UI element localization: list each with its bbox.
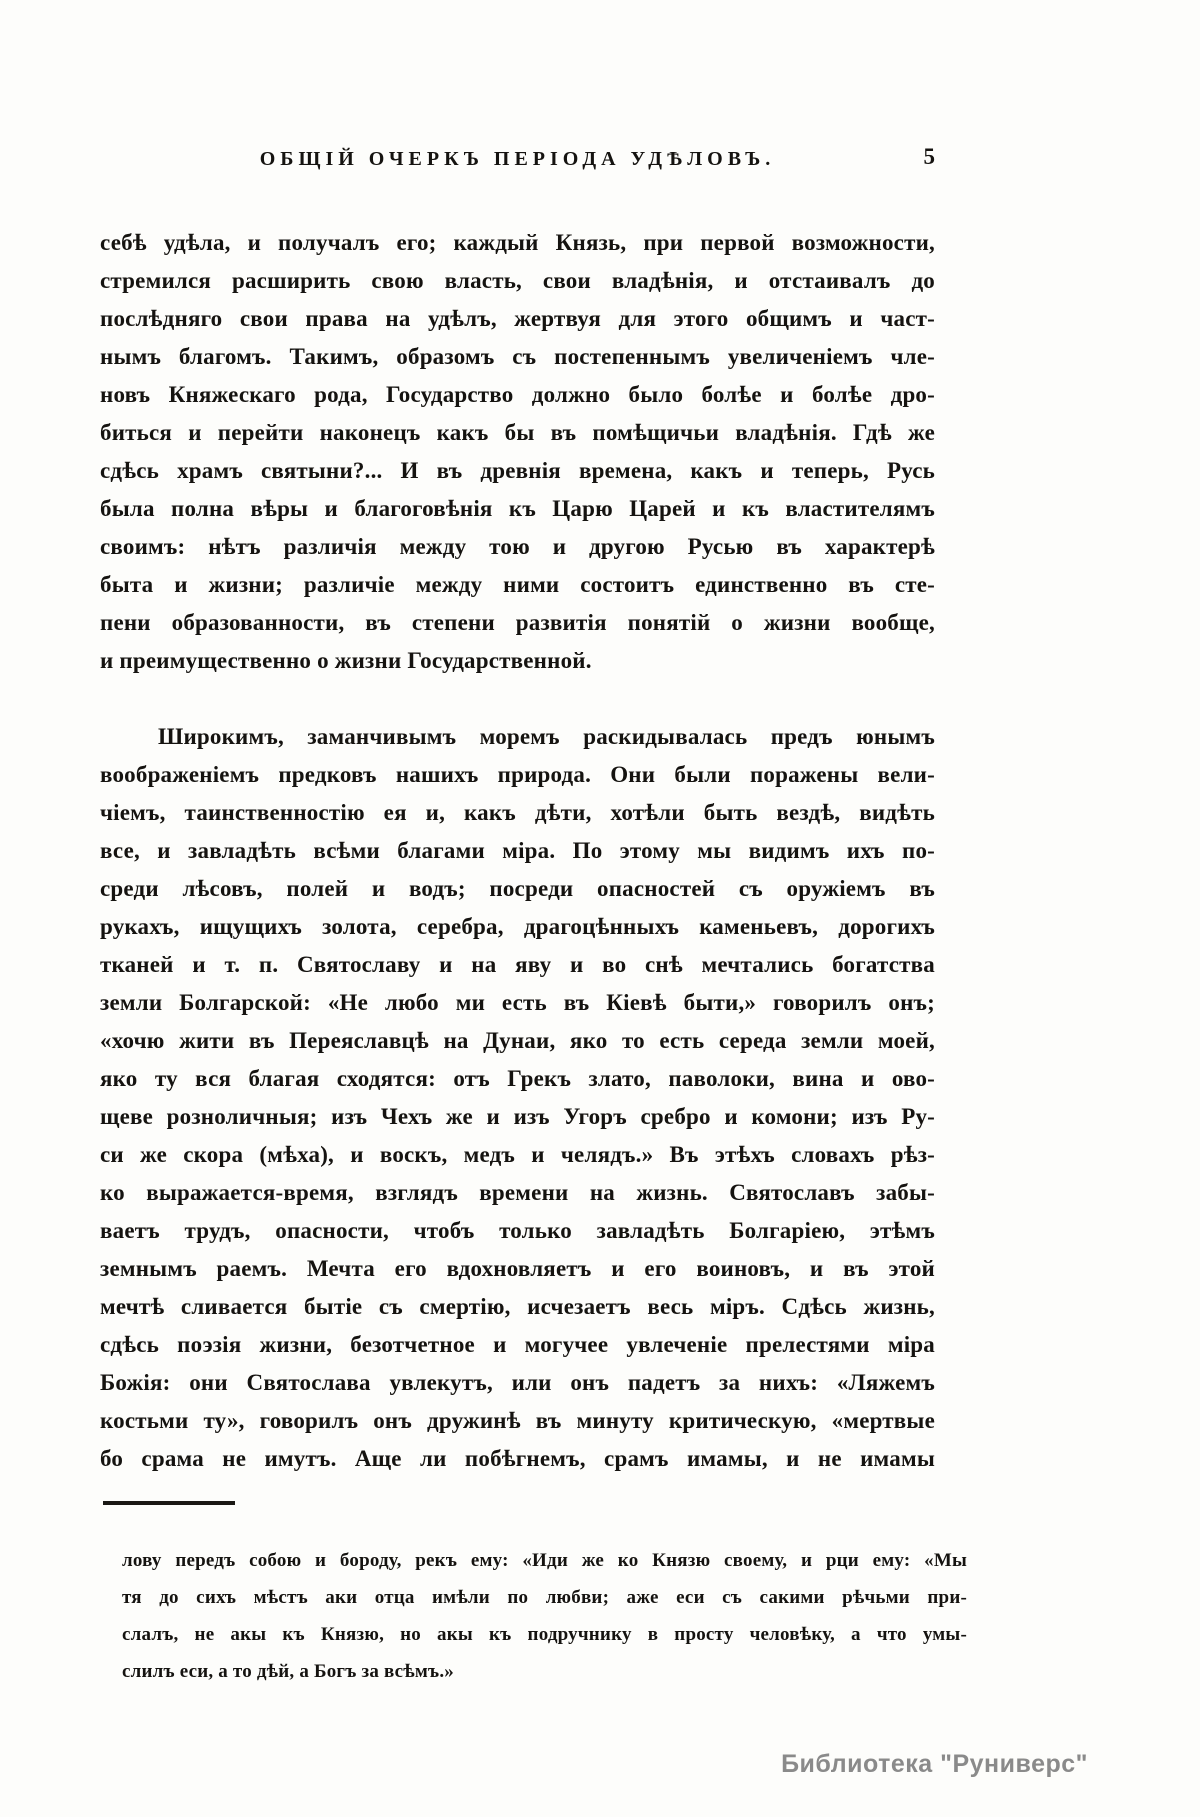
text-line: «хочю жити въ Переяславцѣ на Дунаи, яко то есть середа земли моей, — [100, 1028, 935, 1053]
text-line: щеве розноличныя; изъ Чехъ же и изъ Угоръ сребро и комони; изъ Ру- — [100, 1104, 935, 1129]
text-line: была полна вѣры и благоговѣнія къ Царю Царей и къ властителямъ — [100, 496, 935, 521]
text-line: тканей и т. п. Святославу и на яву и во снѣ мечтались богатства — [100, 952, 935, 977]
text-line: ко выражается-время, взглядъ времени на жизнь. Святославъ забы- — [100, 1180, 935, 1205]
paragraph-continuation — [100, 224, 935, 680]
text-line: лову передъ собою и бороду, рекъ ему: «Иди же ко Князю своему, и рци ему: «Мы — [122, 1550, 967, 1571]
text-line: Божія: они Святослава увлекутъ, или онъ падетъ за нихъ: «Ляжемъ — [100, 1370, 935, 1395]
text-line: среди лѣсовъ, полей и водъ; посреди опасностей съ оружіемъ въ — [100, 876, 935, 901]
text-line: чіемъ, таинственностію ея и, какъ дѣти, хотѣли быть вездѣ, видѣть — [100, 800, 935, 825]
text-line: костьми ту», говорилъ онъ дружинѣ въ минуту критическую, «мертвые — [100, 1408, 935, 1433]
text-line: бо срама не имутъ. Аще ли побѣгнемъ, срамъ имамы, и не имамы — [100, 1446, 935, 1471]
footnote-text — [122, 1542, 967, 1690]
text-line: рукахъ, ищущихъ золота, серебра, драгоцѣнныхъ каменьевъ, дорогихъ — [100, 914, 935, 939]
text-line: своимъ: нѣтъ различія между тою и другою Русью въ характерѣ — [100, 534, 935, 559]
footnote-separator-rule — [103, 1501, 235, 1505]
text-line: пени образованности, въ степени развитія понятій о жизни вообще, — [100, 610, 935, 635]
text-line: нымъ благомъ. Такимъ, образомъ съ постепеннымъ увеличеніемъ чле- — [100, 344, 935, 369]
text-line: все, и завладѣть всѣми благами міра. По этому мы видимъ ихъ по- — [100, 838, 935, 863]
text-line: Широкимъ, заманчивымъ моремъ раскидывалась предъ юнымъ — [158, 724, 935, 749]
text-line: слилъ еси, а то дѣй, а Богъ за всѣмъ.» — [122, 1661, 454, 1682]
paragraph-second — [100, 718, 935, 1478]
text-line: земли Болгарской: «Не любо ми есть въ Кіевѣ быти,» говорилъ онъ; — [100, 990, 935, 1015]
text-line: новъ Княжескаго рода, Государство должно было болѣе и болѣе дро- — [100, 382, 935, 407]
text-line: и преимущественно о жизни Государственной. — [100, 648, 592, 673]
text-line: биться и перейти наконецъ какъ бы въ помѣщичьи владѣнія. Гдѣ же — [100, 420, 935, 445]
text-line: себѣ удѣла, и получалъ его; каждый Князь, при первой возможности, — [100, 230, 935, 255]
text-line: слалъ, не акы къ Князю, но акы къ подручнику в просту человѣку, а что умы- — [122, 1624, 967, 1645]
text-line: стремился расширить свою власть, свои владѣнія, и отстаивалъ до — [100, 268, 935, 293]
text-line: яко ту вся благая сходятся: отъ Грекъ злато, паволоки, вина и ово- — [100, 1066, 935, 1091]
text-line: мечтѣ сливается бытіе съ смертію, исчезаетъ весь міръ. Сдѣсь жизнь, — [100, 1294, 935, 1319]
library-watermark: Библиотека "Руниверс" — [781, 1750, 1088, 1778]
text-line: сдѣсь храмъ святыни?... И въ древнія времена, какъ и теперь, Русь — [100, 458, 935, 483]
text-line: сдѣсь поэзія жизни, безотчетное и могучее увлеченіе прелестями міра — [100, 1332, 935, 1357]
page-number: 5 — [923, 144, 935, 169]
text-line: тя до сихъ мѣстъ аки отца имѣли по любви; аже еси съ сакими рѣчьми при- — [122, 1587, 967, 1608]
text-line: земнымъ раемъ. Мечта его вдохновляетъ и его воиновъ, и въ этой — [100, 1256, 935, 1281]
text-line: ваетъ трудъ, опасности, чтобъ только завладѣть Болгаріею, этѣмъ — [100, 1218, 935, 1243]
text-line: воображеніемъ предковъ нашихъ природа. Они были поражены вели- — [100, 762, 935, 787]
running-head-title: ОБЩІЙ ОЧЕРКЪ ПЕРІОДА УДѢЛОВЪ. — [259, 148, 776, 170]
text-line: си же скора (мѣха), и воскъ, медъ и челядъ.» Въ этѣхъ словахъ рѣз- — [100, 1142, 935, 1167]
text-line: быта и жизни; различіе между ними состоитъ единственно въ сте- — [100, 572, 935, 597]
text-line: послѣдняго свои права на удѣлъ, жертвуя для этого общимъ и част- — [100, 306, 935, 331]
